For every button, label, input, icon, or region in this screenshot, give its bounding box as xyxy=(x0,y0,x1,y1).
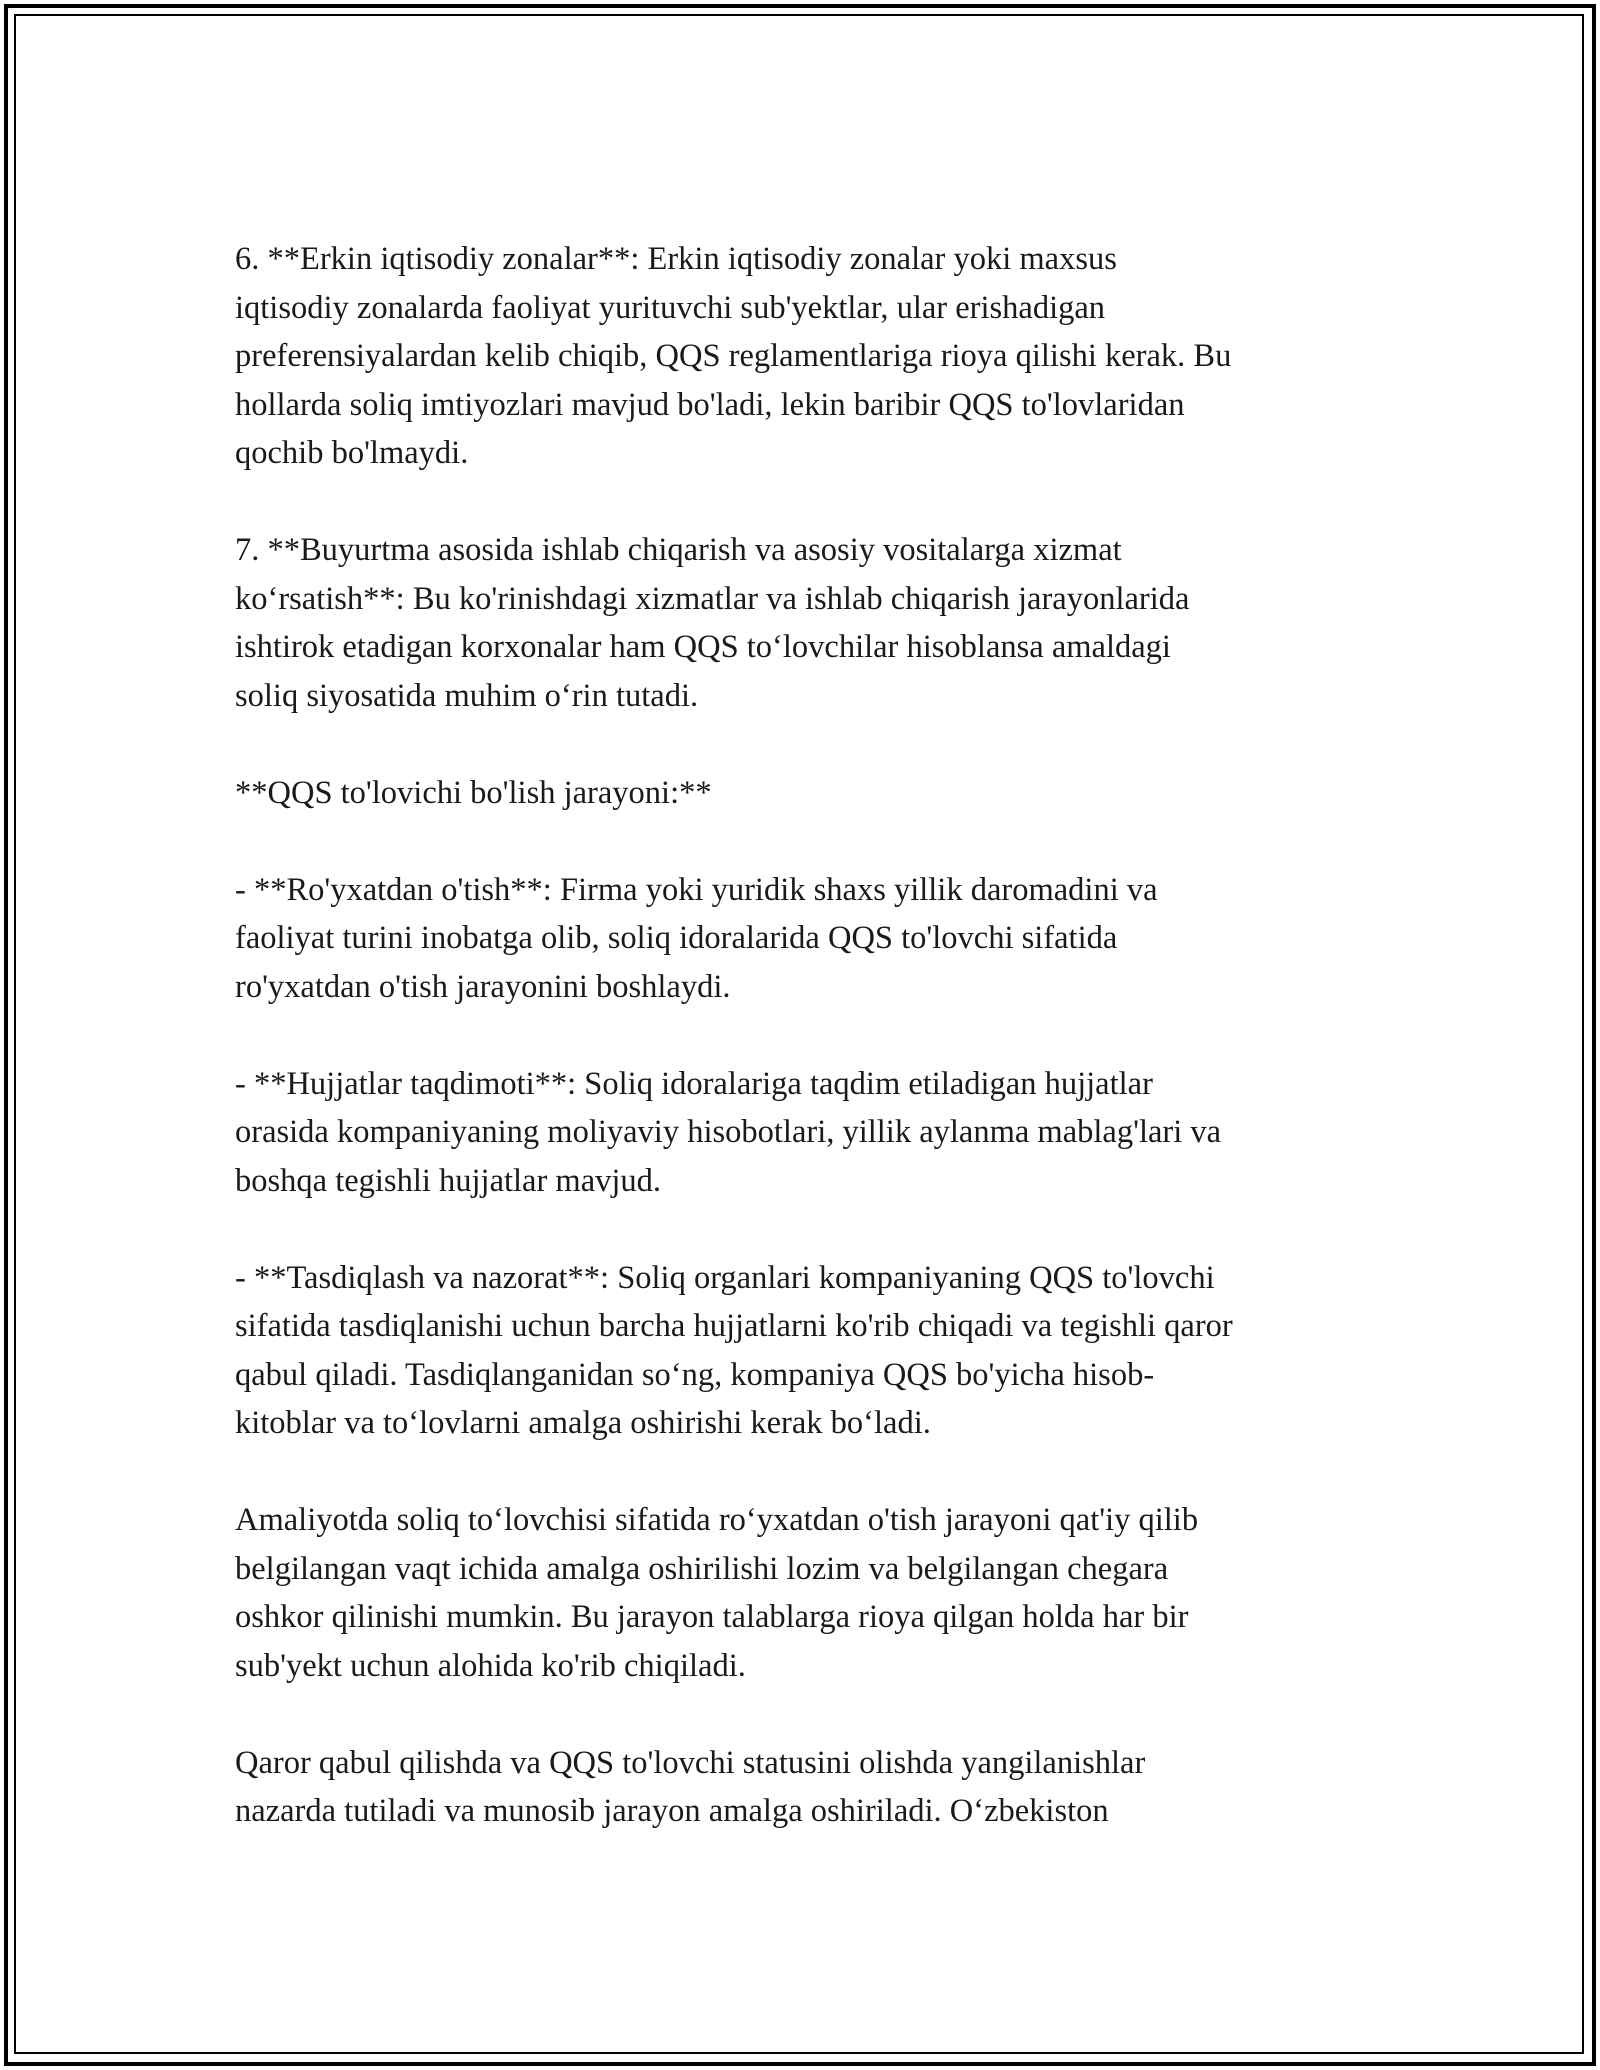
paragraph-practice xyxy=(235,1496,1380,1690)
text-line: qochib bo'lmaydi. xyxy=(235,435,469,471)
text-line: belgilangan vaqt ichida amalga oshirilishi lozim va belgilangan chegara xyxy=(235,1550,1169,1587)
paragraph-custom-production xyxy=(235,526,1380,720)
text-line: - **Tasdiqlash va nazorat**: Soliq organlari kompaniyaning QQS to'lovchi xyxy=(235,1259,1215,1296)
section-heading: **QQS to'lovichi bo'lish jarayoni:** xyxy=(235,774,712,811)
text-line: sub'yekt uchun alohida ko'rib chiqiladi. xyxy=(235,1647,746,1684)
text-line: preferensiyalardan kelib chiqib, QQS reglamentlariga rioya qilishi kerak. Bu xyxy=(235,338,1232,374)
text-line: hollarda soliq imtiyozlari mavjud bo'ladi, lekin baribir QQS to'lovlaridan xyxy=(235,386,1185,423)
text-line: Amaliyotda soliq to‘lovchisi sifatida ro‘yxatdan o'tish jarayoni qat'iy qilib xyxy=(235,1502,1199,1538)
section-heading-vat-process xyxy=(235,769,1380,818)
text-line: kitoblar va to‘lovlarni amalga oshirishi kerak bo‘ladi. xyxy=(235,1405,931,1441)
text-line: 6. **Erkin iqtisodiy zonalar**: Erkin iqtisodiy zonalar yoki maxsus xyxy=(235,241,1117,277)
paragraph-free-economic-zones xyxy=(235,235,1380,478)
text-line: faoliyat turini inobatga olib, soliq idoralarida QQS to'lovchi sifatida xyxy=(235,920,1118,956)
text-line: 7. **Buyurtma asosida ishlab chiqarish va asosiy vositalarga xizmat xyxy=(235,532,1122,568)
text-line: - **Ro'yxatdan o'tish**: Firma yoki yuridik shaxs yillik daromadini va xyxy=(235,871,1158,908)
text-line: boshqa tegishli hujjatlar mavjud. xyxy=(235,1162,662,1199)
text-line: soliq siyosatida muhim o‘rin tutadi. xyxy=(235,677,699,714)
list-item-documents xyxy=(235,1060,1380,1206)
text-line: ishtirok etadigan korxonalar ham QQS to‘lovchilar hisoblansa amaldagi xyxy=(235,629,1171,665)
text-line: Qaror qabul qilishda va QQS to'lovchi statusini olishda yangilanishlar xyxy=(235,1744,1146,1781)
text-line: ko‘rsatish**: Bu ko'rinishdagi xizmatlar va ishlab chiqarish jarayonlarida xyxy=(235,580,1190,617)
text-line: oshkor qilinishi mumkin. Bu jarayon talablarga rioya qilgan holda har bir xyxy=(235,1599,1189,1635)
list-item-registration xyxy=(235,866,1380,1012)
text-line: iqtisodiy zonalarda faoliyat yurituvchi sub'yektlar, ular erishadigan xyxy=(235,289,1106,326)
text-line: ro'yxatdan o'tish jarayonini boshlaydi. xyxy=(235,968,731,1005)
text-line: sifatida tasdiqlanishi uchun barcha hujjatlarni ko'rib chiqadi va tegishli qaror xyxy=(235,1308,1233,1344)
document-body xyxy=(235,235,1380,1884)
text-line: qabul qiladi. Tasdiqlanganidan so‘ng, kompaniya QQS bo'yicha hisob- xyxy=(235,1356,1155,1393)
text-line: orasida kompaniyaning moliyaviy hisobotlari, yillik aylanma mablag'lari va xyxy=(235,1114,1222,1150)
text-line: - **Hujjatlar taqdimoti**: Soliq idoralariga taqdim etiladigan hujjatlar xyxy=(235,1065,1153,1102)
paragraph-decision xyxy=(235,1739,1380,1836)
text-line: nazarda tutiladi va munosib jarayon amalga oshiriladi. O‘zbekiston xyxy=(235,1793,1109,1829)
list-item-approval xyxy=(235,1254,1380,1448)
